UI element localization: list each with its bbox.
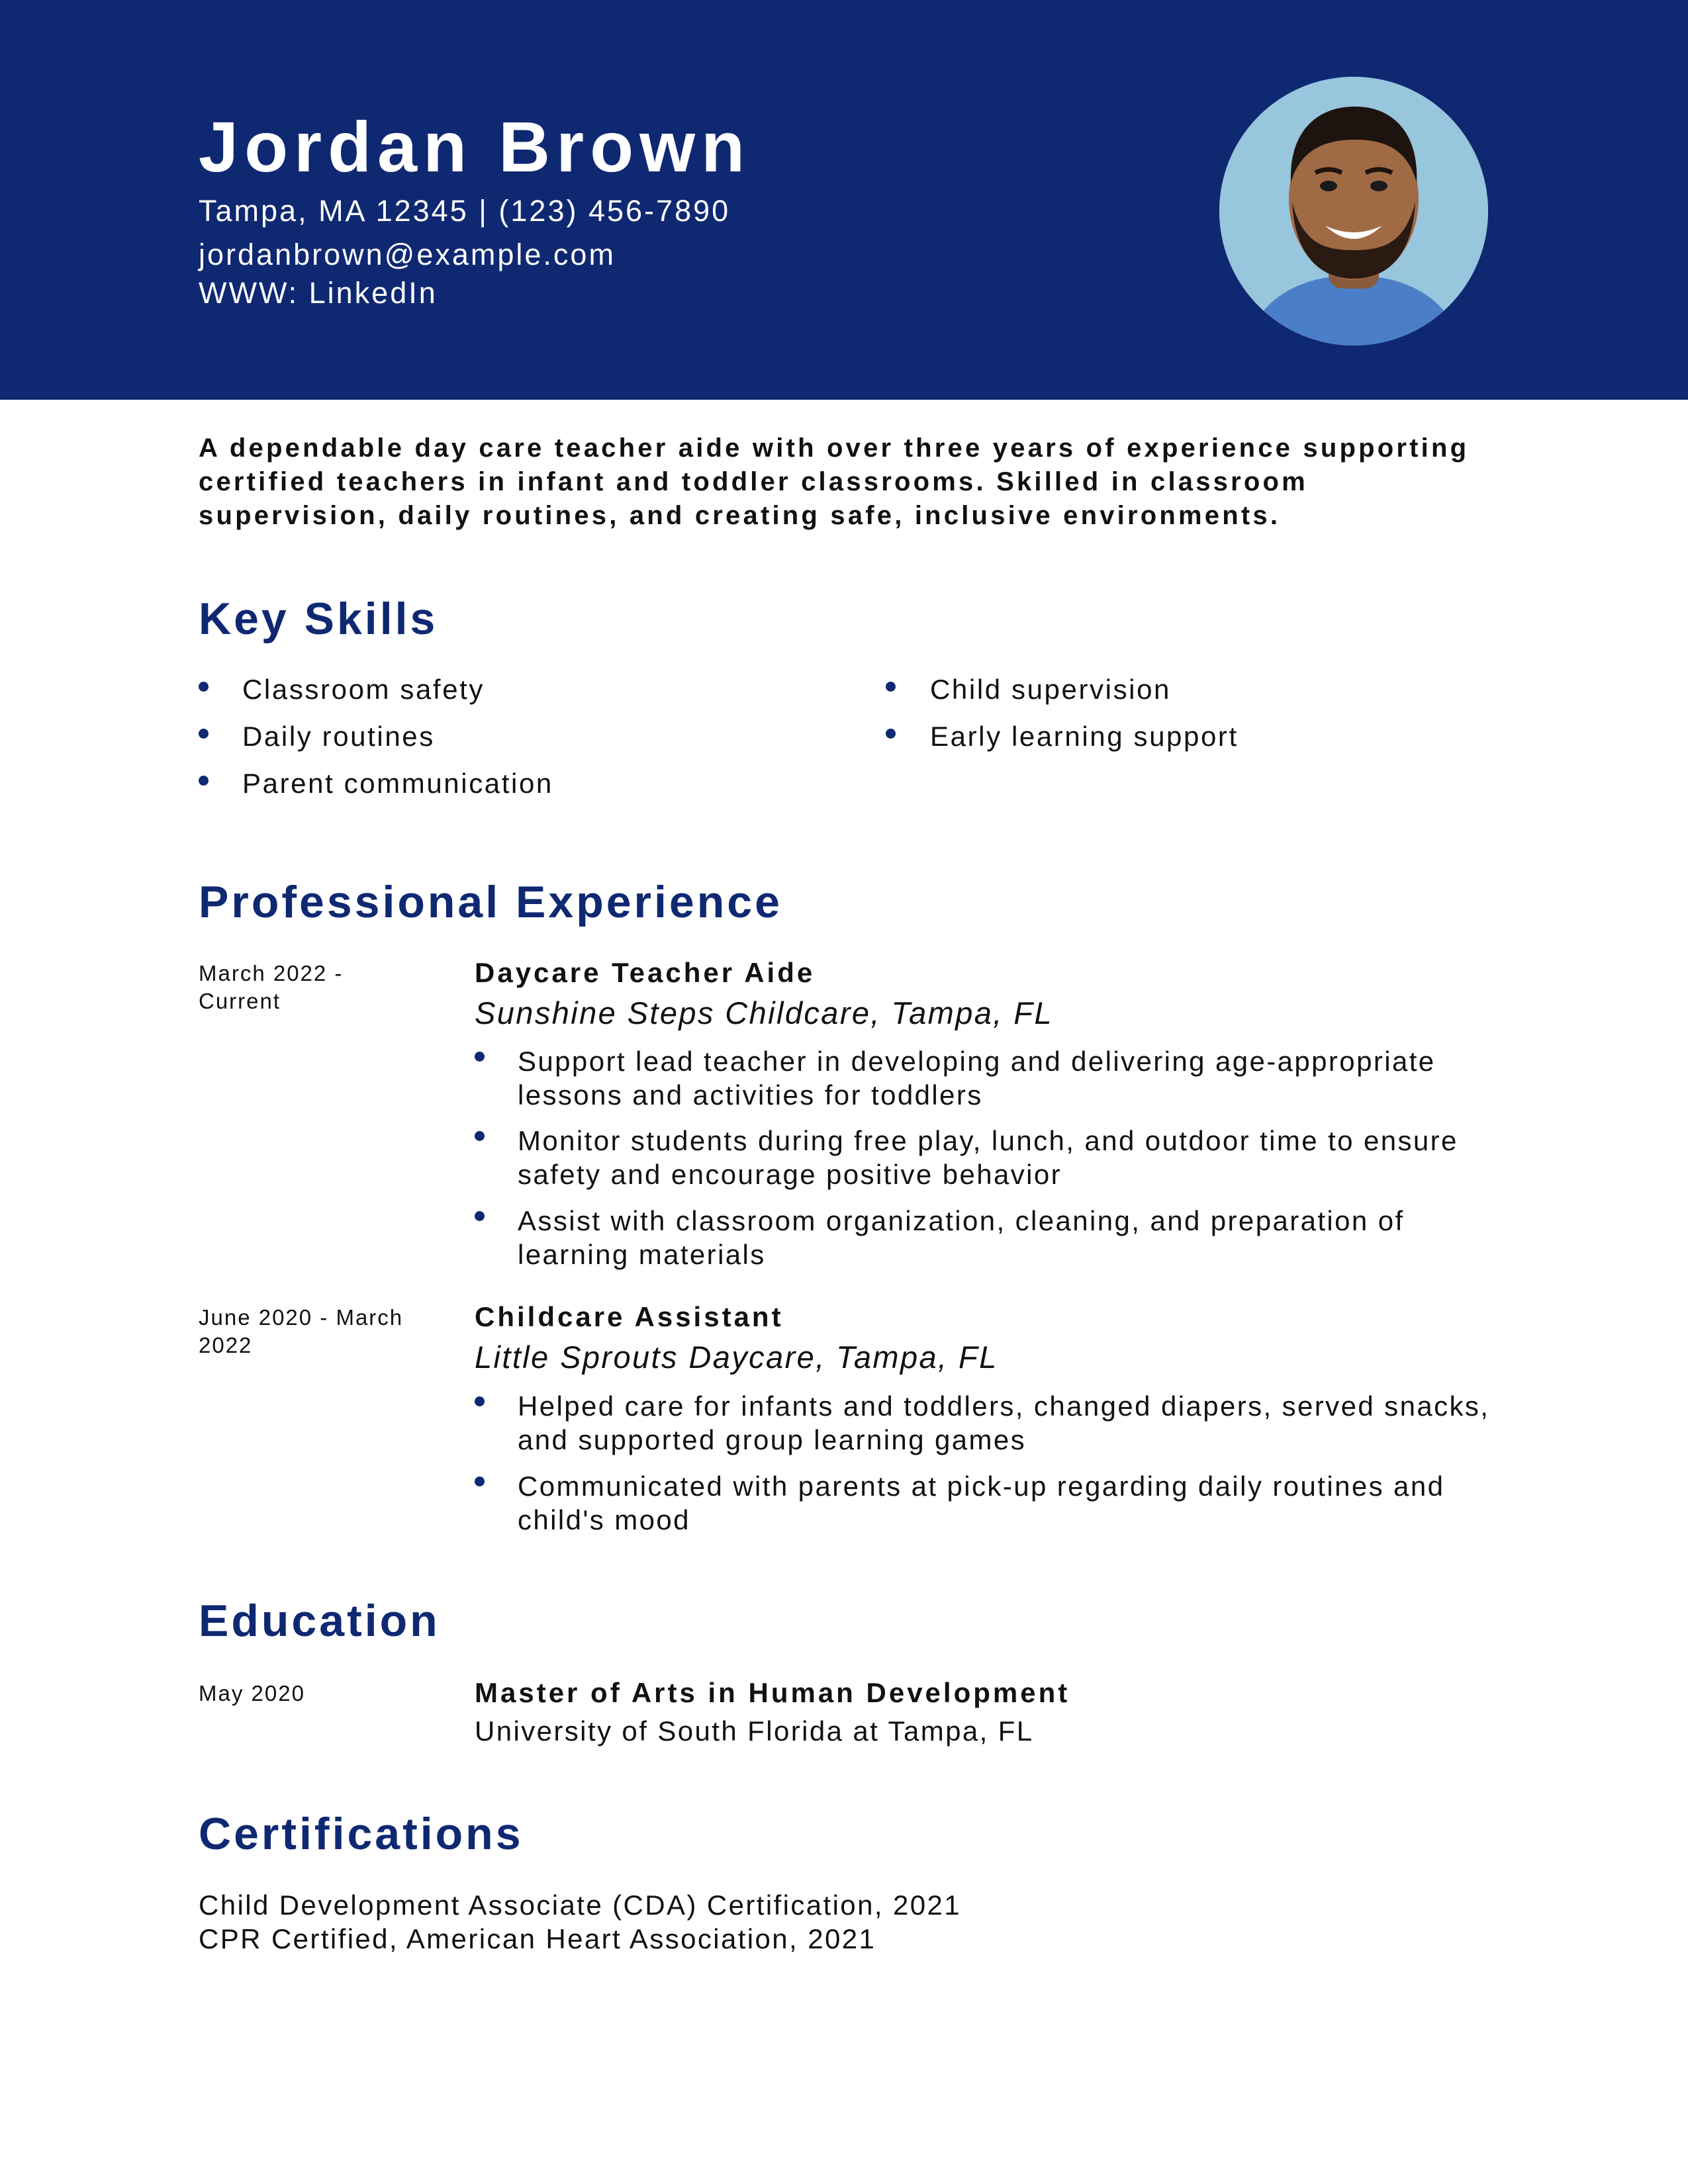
education-date: May 2020: [199, 1681, 305, 1706]
section-title-experience: Professional Experience: [199, 877, 782, 927]
job-date: March 2022 - Current: [199, 961, 344, 1013]
skill-item: Early learning support: [930, 721, 1239, 752]
certification-item: CPR Certified, American Heart Association, 2021: [199, 1923, 876, 1954]
section-title-education: Education: [199, 1596, 440, 1646]
skill-item: Classroom safety: [242, 674, 485, 705]
education-degree: Master of Arts in Human Development: [475, 1677, 1070, 1708]
job-duty: Helped care for infants and toddlers, changed diapers, served snacks, and supported group learning games: [518, 1390, 1490, 1455]
bullet-icon: [475, 1396, 485, 1406]
bullet-icon: [199, 729, 209, 739]
header-banner: [0, 0, 1688, 400]
education-school: University of South Florida at Tampa, FL: [475, 1715, 1034, 1747]
professional-summary: A dependable day care teacher aide with over three years of experience supporting certified teachers in infant and toddler classrooms. Skilled in classroom supervision, daily routines, and creating safe, inclusive environments.: [199, 433, 1470, 530]
job-title: Daycare Teacher Aide: [475, 957, 816, 988]
avatar-illustration: [1219, 77, 1488, 345]
bullet-icon: [475, 1131, 485, 1141]
section-title-skills: Key Skills: [199, 594, 438, 644]
email-link[interactable]: jordanbrown@example.com: [199, 238, 616, 271]
linkedin-link[interactable]: WWW: LinkedIn: [199, 276, 438, 310]
bullet-icon: [475, 1477, 485, 1486]
candidate-name: Jordan Brown: [199, 107, 751, 187]
bullet-icon: [199, 776, 209, 786]
job-duty: Assist with classroom organization, cleaning, and preparation of learning materials: [518, 1205, 1405, 1270]
location-phone: Tampa, MA 12345 | (123) 456-7890: [199, 194, 731, 228]
bullet-icon: [199, 682, 209, 692]
job-date: June 2020 - March 2022: [199, 1305, 404, 1357]
bullet-icon: [475, 1052, 485, 1062]
job-company: Little Sprouts Daycare, Tampa, FL: [475, 1340, 998, 1375]
job-duty: Monitor students during free play, lunch, and outdoor time to ensure safety and encourage positive behavior: [518, 1125, 1458, 1190]
skill-item: Parent communication: [242, 768, 553, 799]
section-title-certifications: Certifications: [199, 1809, 524, 1859]
certification-item: Child Development Associate (CDA) Certification, 2021: [199, 1889, 961, 1921]
bullet-icon: [886, 682, 896, 692]
bullet-icon: [475, 1211, 485, 1221]
skill-item: Daily routines: [242, 721, 435, 752]
profile-photo: [1219, 77, 1488, 345]
bullet-icon: [886, 729, 896, 739]
job-company: Sunshine Steps Childcare, Tampa, FL: [475, 995, 1053, 1030]
job-duty: Communicated with parents at pick-up regarding daily routines and child's mood: [518, 1471, 1445, 1535]
job-duty: Support lead teacher in developing and delivering age-appropriate lessons and activities for toddlers: [518, 1046, 1436, 1111]
skill-item: Child supervision: [930, 674, 1172, 705]
job-title: Childcare Assistant: [475, 1301, 784, 1332]
